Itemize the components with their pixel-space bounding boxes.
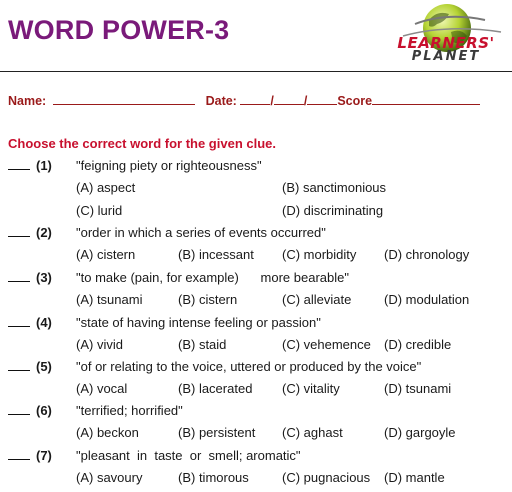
- answer-option[interactable]: (B) timorous: [178, 470, 249, 485]
- answer-option[interactable]: (B) persistent: [178, 425, 256, 440]
- name-field[interactable]: [53, 92, 195, 105]
- answer-option[interactable]: (D) modulation: [384, 292, 470, 307]
- question-clue: "terrified; horrified": [76, 403, 183, 418]
- answer-option[interactable]: (A) vivid: [76, 337, 123, 352]
- answer-option[interactable]: (C) vitality: [282, 381, 340, 396]
- answer-option[interactable]: (B) cistern: [178, 292, 238, 307]
- question-item: [0, 315, 512, 359]
- question-number-label: (4): [36, 315, 52, 330]
- question-number-label: (1): [36, 158, 52, 173]
- worksheet-title: WORD POWER-3: [8, 15, 230, 45]
- date-separator: /: [270, 94, 274, 108]
- question-number: [8, 315, 52, 330]
- answer-option[interactable]: (C) aghast: [282, 425, 343, 440]
- answer-option[interactable]: (A) tsunami: [76, 292, 143, 307]
- question-number: [8, 448, 52, 463]
- date-year-field[interactable]: [307, 92, 337, 105]
- answer-blank[interactable]: [8, 448, 30, 460]
- date-day-field[interactable]: [274, 92, 304, 105]
- date-separator: /: [303, 94, 308, 108]
- question-number: [8, 403, 52, 418]
- answer-option[interactable]: (C) lurid: [76, 203, 123, 218]
- question-number: [8, 359, 52, 374]
- answer-blank[interactable]: [8, 315, 30, 327]
- question-item: [0, 359, 512, 403]
- learners-planet-logo: [385, 2, 507, 68]
- answer-option[interactable]: (A) aspect: [76, 180, 136, 195]
- answer-option[interactable]: (C) alleviate: [282, 292, 352, 307]
- question-item: [0, 158, 512, 218]
- question-clue: "state of having intense feeling or passion": [76, 315, 321, 330]
- answer-option[interactable]: (B) incessant: [178, 247, 254, 262]
- answer-option[interactable]: (D) gargoyle: [384, 425, 456, 440]
- answer-option[interactable]: (C) pugnacious: [282, 470, 371, 485]
- answer-blank[interactable]: [8, 158, 30, 170]
- answer-option[interactable]: (A) beckon: [76, 425, 139, 440]
- answer-option[interactable]: (B) sanctimonious: [282, 180, 387, 195]
- question-clue: "of or relating to the voice, uttered or produced by the voice": [76, 359, 422, 374]
- answer-option[interactable]: (B) staid: [178, 337, 227, 352]
- question-number-label: (3): [36, 270, 52, 285]
- answer-option[interactable]: (B) lacerated: [178, 381, 253, 396]
- instruction-text: Choose the correct word for the given clue.: [8, 136, 276, 151]
- date-month-field[interactable]: [240, 92, 270, 105]
- question-number-label: (5): [36, 359, 52, 374]
- question-item: [0, 403, 512, 447]
- answer-option[interactable]: (C) morbidity: [282, 247, 357, 262]
- answer-option[interactable]: (D) credible: [384, 337, 452, 352]
- answer-option[interactable]: (C) vehemence: [282, 337, 371, 352]
- date-label: Date:: [205, 94, 237, 108]
- answer-blank[interactable]: [8, 359, 30, 371]
- question-number: [8, 225, 52, 240]
- name-label: Name:: [8, 94, 47, 108]
- answer-option[interactable]: (A) savoury: [76, 470, 143, 485]
- question-number: [8, 270, 52, 285]
- question-number-label: (2): [36, 225, 52, 240]
- question-item: [0, 270, 512, 314]
- student-info-line: [8, 92, 480, 108]
- question-item: [0, 225, 512, 269]
- header-divider: [0, 71, 512, 72]
- question-number: [8, 158, 52, 173]
- question-clue: "to make (pain, for example) more bearable": [76, 270, 349, 285]
- score-label: Score: [337, 94, 373, 108]
- question-clue: "pleasant in taste or smell; aromatic": [76, 448, 301, 463]
- question-number-label: (7): [36, 448, 52, 463]
- answer-blank[interactable]: [8, 225, 30, 237]
- question-clue: "order in which a series of events occurred": [76, 225, 326, 240]
- question-clue: "feigning piety or righteousness": [76, 158, 262, 173]
- score-field[interactable]: [372, 92, 480, 105]
- logo-text-planet: PLANET: [411, 49, 481, 64]
- answer-blank[interactable]: [8, 270, 30, 282]
- question-number-label: (6): [36, 403, 52, 418]
- answer-blank[interactable]: [8, 403, 30, 415]
- logo-text-learners: LEARNERS': [397, 34, 495, 52]
- answer-option[interactable]: (D) chronology: [384, 247, 470, 262]
- answer-option[interactable]: (D) discriminating: [282, 203, 384, 218]
- answer-option[interactable]: (A) cistern: [76, 247, 136, 262]
- question-item: [0, 448, 512, 492]
- answer-option[interactable]: (A) vocal: [76, 381, 128, 396]
- answer-option[interactable]: (D) tsunami: [384, 381, 452, 396]
- answer-option[interactable]: (D) mantle: [384, 470, 445, 485]
